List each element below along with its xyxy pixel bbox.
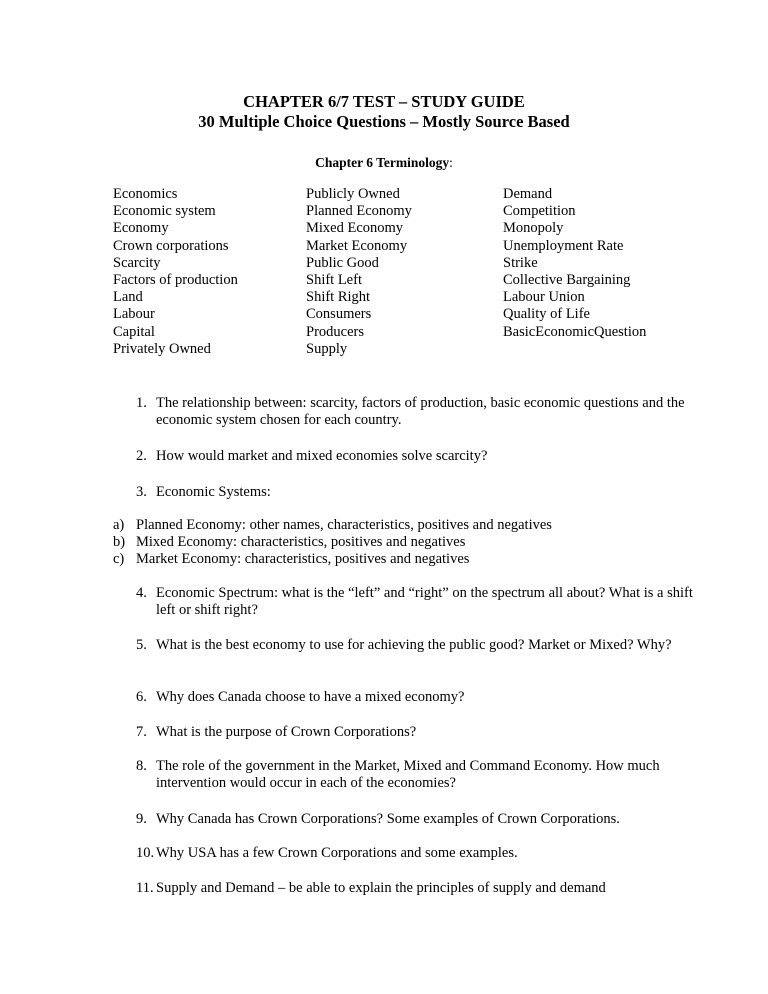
question-item	[136, 637, 696, 654]
question-item	[136, 758, 696, 792]
question-text: Economic Spectrum: what is the “left” and “right” on the spectrum all about? What is a shift left or shift right?	[156, 585, 693, 618]
question-text: Why does Canada choose to have a mixed economy?	[156, 689, 465, 705]
term-item: Scarcity	[113, 254, 161, 271]
term-item: BasicEconomicQuestion	[503, 323, 647, 340]
term-item: Economy	[113, 220, 169, 237]
term-item: Supply	[306, 340, 348, 357]
question-text: The role of the government in the Market, Mixed and Command Economy. How much intervention would occur in each of the economies?	[156, 758, 660, 791]
question-item	[136, 448, 696, 465]
term-item: Competition	[503, 203, 576, 220]
question-number: 4.	[136, 585, 147, 601]
terms-column-3	[503, 186, 646, 341]
term-item: Shift Left	[306, 271, 362, 288]
question-text: Supply and Demand – be able to explain the principles of supply and demand	[156, 880, 606, 896]
term-item: Publicly Owned	[306, 186, 400, 202]
question-item	[136, 484, 696, 501]
question-text: What is the best economy to use for achieving the public good? Market or Mixed? Why?	[156, 637, 672, 653]
term-item: Unemployment Rate	[503, 237, 624, 254]
term-item: Labour Union	[503, 289, 585, 306]
term-item: Planned Economy	[306, 203, 412, 220]
sub-item-text: Market Economy: characteristics, positives and negatives	[136, 551, 470, 567]
sub-item-letter: b)	[113, 534, 126, 550]
question-number: 8.	[136, 758, 147, 774]
term-item: Factors of production	[113, 271, 238, 288]
question-number: 7.	[136, 724, 147, 740]
term-item: Collective Bargaining	[503, 271, 631, 288]
question-text: Why Canada has Crown Corporations? Some examples of Crown Corporations.	[156, 811, 620, 827]
question-number: 6.	[136, 689, 147, 705]
term-item: Monopoly	[503, 220, 564, 237]
term-item: Shift Right	[306, 289, 371, 306]
question-item	[136, 811, 696, 828]
document-title	[0, 92, 768, 132]
question-item	[136, 724, 696, 741]
term-item: Crown corporations	[113, 237, 229, 254]
question-number: 10.	[136, 845, 155, 861]
term-item: Demand	[503, 186, 553, 202]
sub-item	[113, 551, 693, 568]
term-item: Quality of Life	[503, 306, 590, 323]
question-number: 2.	[136, 448, 147, 464]
title-line-1: CHAPTER 6/7 TEST – STUDY GUIDE	[243, 92, 525, 111]
term-item: Economics	[113, 186, 178, 202]
question-number: 5.	[136, 637, 147, 653]
title-line-2: 30 Multiple Choice Questions – Mostly Source Based	[198, 112, 570, 131]
term-item: Market Economy	[306, 237, 408, 254]
sub-item	[113, 534, 693, 551]
term-item: Land	[113, 289, 143, 306]
question-item	[136, 395, 696, 429]
term-item: Consumers	[306, 306, 372, 323]
sub-item-letter: c)	[113, 551, 125, 567]
question-number: 9.	[136, 811, 147, 827]
question-item	[136, 689, 696, 706]
terminology-colon: :	[449, 155, 453, 170]
term-item: Producers	[306, 323, 364, 340]
question-number: 11.	[136, 880, 154, 896]
question-text: How would market and mixed economies solve scarcity?	[156, 448, 488, 464]
term-item: Capital	[113, 323, 155, 340]
question-text: Economic Systems:	[156, 484, 271, 500]
term-item: Strike	[503, 254, 538, 271]
sub-item	[113, 517, 693, 534]
term-item: Public Good	[306, 254, 379, 271]
question-number: 3.	[136, 484, 147, 500]
term-item: Economic system	[113, 203, 216, 220]
term-item: Privately Owned	[113, 340, 211, 357]
terms-column-2	[306, 186, 412, 358]
sub-item-text: Mixed Economy: characteristics, positives and negatives	[136, 534, 466, 550]
question-number: 1.	[136, 395, 147, 411]
terminology-label: Chapter 6 Terminology	[315, 155, 450, 170]
sub-item-text: Planned Economy: other names, characteristics, positives and negatives	[136, 517, 552, 533]
term-item: Mixed Economy	[306, 220, 404, 237]
terminology-heading	[0, 154, 768, 171]
question-item	[136, 585, 696, 619]
terms-column-1	[113, 186, 238, 358]
sub-item-letter: a)	[113, 517, 125, 533]
question-item	[136, 845, 696, 862]
question-text: The relationship between: scarcity, factors of production, basic economic questions and the economic system chosen for each country.	[156, 395, 685, 428]
question-text: What is the purpose of Crown Corporations?	[156, 724, 417, 740]
question-item	[136, 880, 696, 897]
term-item: Labour	[113, 306, 155, 323]
question-text: Why USA has a few Crown Corporations and some examples.	[156, 845, 518, 861]
